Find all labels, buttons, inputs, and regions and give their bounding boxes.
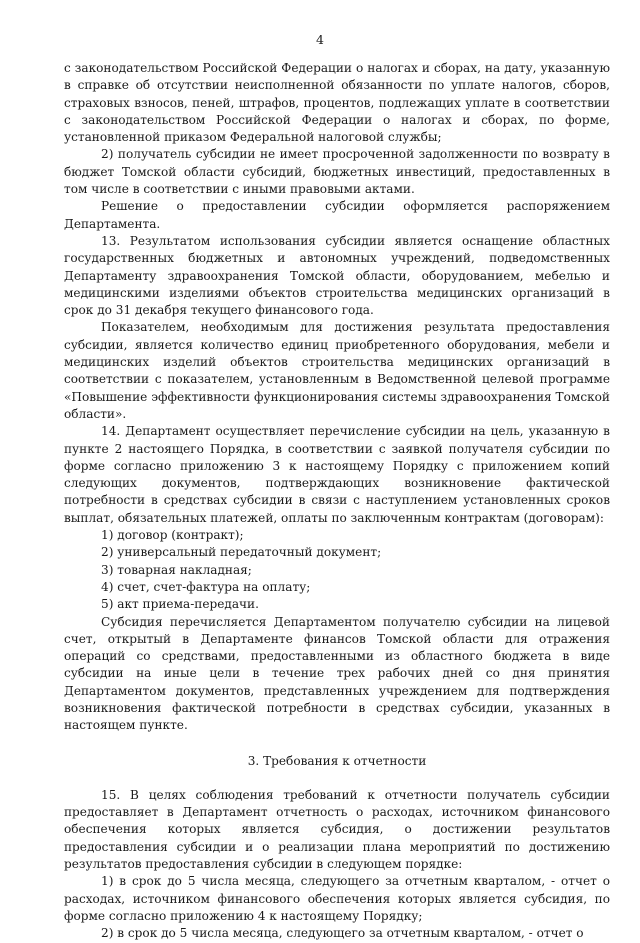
paragraph: 1) в срок до 5 числа месяца, следующего за отчетным кварталом, - отчет о расходах, источником финансового обеспечения которых является субсидия, по форме согласно приложению 4 к настоящему Порядку;	[64, 874, 610, 923]
paragraphs-after	[64, 787, 610, 943]
paragraph: с законодательством Российской Федерации о налогах и сборах, на дату, указанную в справке об отсутствии неисполненной обязанности по уплате налогов, сборов, страховых взносов, пеней, штрафов, процентов, подлежащих уплате в соответствии с законодательством Российской Федерации о налогах и сборах, по форме, установленной приказом Федеральной налоговой службы;	[64, 61, 610, 145]
paragraph: 13. Результатом использования субсидии является оснащение областных государственных бюджетных и автономных учреждений, подведомственных Департаменту здравоохранения Томской области, оборудованием, мебелью и медицинскими изделиями объектов строительства медицинских организаций в срок до 31 декабря текущего финансового года.	[64, 233, 610, 318]
paragraph: 3) товарная накладная;	[101, 562, 252, 577]
paragraph: Решение о предоставлении субсидии оформляется распоряжением Департамента.	[64, 199, 610, 231]
page-number: 4	[316, 32, 324, 47]
paragraph: 4) счет, счет-фактура на оплату;	[101, 579, 311, 594]
paragraph: Субсидия перечисляется Департаментом получателю субсидии на лицевой счет, открытый в Департаменте финансов Томской области для отражения операций со средствами, предоставленными из областного бюджета в виде субсидии на иные цели в течение трех рабочих дней со дня принятия Департаментом документов, представленных учреждением для подтверждения возникновения фактической потребности в средствах субсидии, указанных в настоящем пункте.	[64, 614, 610, 733]
paragraph: Показателем, необходимым для достижения результата предоставления субсидии, является количество единиц приобретенного оборудования, мебели и медицинских изделий объектов строительства медицинских организаций в соответствии с показателем, установленным в Ведомственной целевой программе «Повышение эффективности функционирования системы здравоохранения Томской области».	[64, 320, 610, 421]
paragraph: 5) акт приема-передачи.	[101, 597, 259, 612]
paragraph: 14. Департамент осуществляет перечисление субсидии на цель, указанную в пункте 2 настоящего Порядка, в соответствии с заявкой получателя субсидии по форме согласно приложению 3 к настоящему Порядку с приложением копий следующих документов, подтверждающих возникновение фактической потребности в средствах субсидии в связи с наступлением установленных сроков выплат, обязательных платежей, оплаты по заключенным контрактам (договорам):	[64, 424, 610, 525]
paragraph: 2) в срок до 5 числа месяца, следующего за отчетным кварталом, - отчет о	[101, 926, 584, 941]
paragraph: 2) универсальный передаточный документ;	[101, 545, 382, 560]
section-heading: 3. Требования к отчетности	[247, 753, 427, 768]
paragraph: 2) получатель субсидии не имеет просроченной задолженности по возврату в бюджет Томской области субсидий, бюджетных инвестиций, предоставленных в том числе в соответствии с иными правовыми актами.	[64, 147, 610, 197]
document-body	[64, 60, 610, 943]
paragraphs-before	[64, 60, 610, 735]
paragraph: 1) договор (контракт);	[101, 528, 244, 543]
paragraph: 15. В целях соблюдения требований к отчетности получатель субсидии предоставляет в Департамент отчетность о расходах, источником финансового обеспечения которых является субсидия, о достижении результатов предоставления субсидии и о реализации плана мероприятий по достижению результатов предоставления субсидии в следующем порядке:	[64, 787, 610, 872]
